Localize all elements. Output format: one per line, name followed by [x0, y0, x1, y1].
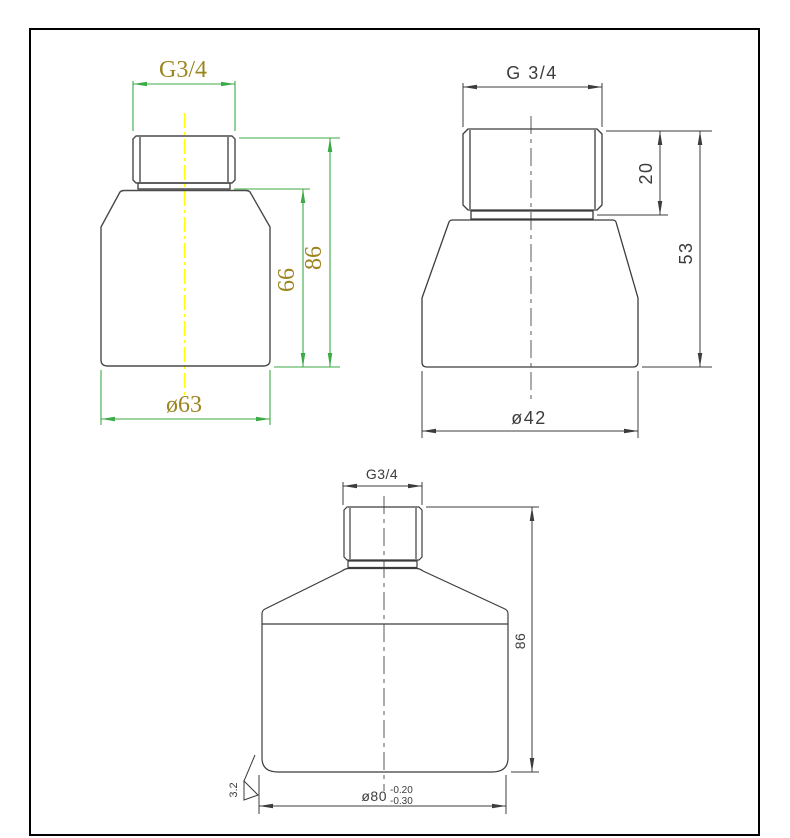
- surface-finish-triangle: [244, 781, 258, 800]
- collar-outline: [348, 561, 417, 568]
- dim-label-total-height: 86: [301, 246, 327, 270]
- dim-tolerance-upper: -0.20: [390, 785, 413, 796]
- dim-label-thread-length: 20: [636, 161, 656, 185]
- dim-tolerance-lower: -0.30: [390, 796, 413, 807]
- view-front-colored: [101, 57, 340, 425]
- view-front-mono: [422, 63, 712, 438]
- surface-roughness-value: 3.2: [228, 782, 240, 798]
- dim-label-thread: G3/4: [365, 466, 399, 482]
- dim-label-total-height: 53: [676, 241, 696, 265]
- dim-label-thread: G3/4: [159, 57, 207, 83]
- body-outline: [101, 191, 270, 367]
- collar-outline: [471, 211, 593, 219]
- thread-outline: [344, 507, 422, 560]
- view-bottom-large: [228, 466, 539, 814]
- dim-label-thread: G 3/4: [506, 63, 558, 83]
- dim-label-diameter: ø42: [511, 408, 547, 428]
- thread-outline: [463, 129, 602, 210]
- dim-label-inner-height: 66: [274, 268, 300, 292]
- surface-finish-arm: [244, 755, 255, 781]
- dim-label-total-height: 86: [512, 632, 528, 650]
- body-outline: [422, 220, 638, 367]
- dim-label-diameter: ø80: [361, 788, 387, 804]
- body-outline: [262, 569, 508, 773]
- dim-label-diameter: ø63: [166, 392, 202, 418]
- surface-finish-icon: [228, 755, 258, 800]
